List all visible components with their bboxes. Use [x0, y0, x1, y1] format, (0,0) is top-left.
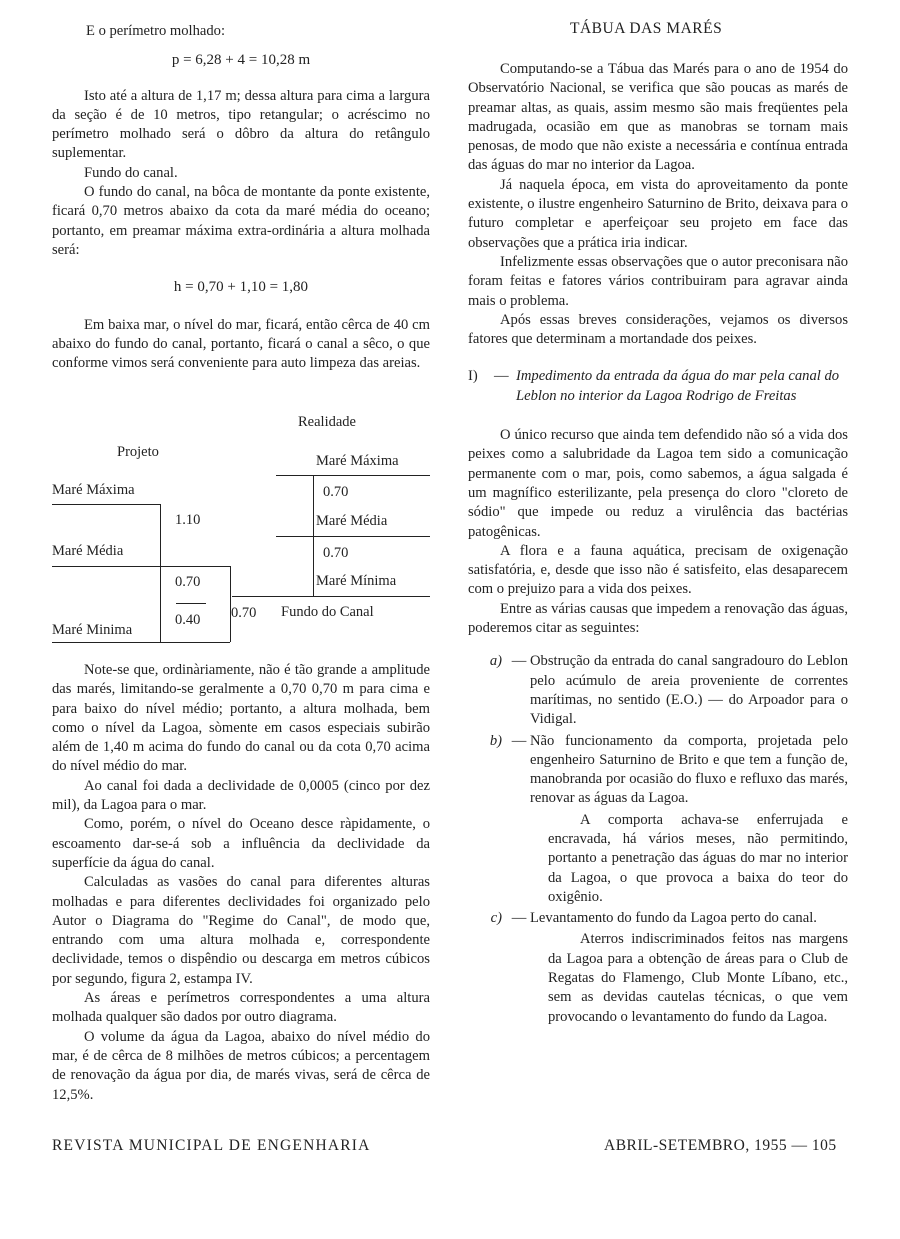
diagram-line: [276, 536, 430, 537]
list-dash: —: [511, 732, 527, 749]
list-dash: —: [511, 653, 527, 670]
list-subparagraph: Aterros indiscriminados feitos nas margens da Lagoa para a obtenção de áreas para o Club de Regatas do Flamengo, Club Monte Líbano, etc., sem as devidas cautelas técnicas, o que vem provocando o levantamento do fundo da Lagoa.: [548, 931, 848, 1025]
paragraph: Calculadas as vasões do canal para diferentes alturas molhadas e para diferentes declividades foi organizado pelo Autor o Diagrama do "Regime do Canal", de modo que, entrando com uma altura molhada e, correspondente declividade, temos o dispêndio ou descarga em metros cúbicos por segundo, figura 2, estampa IV.: [52, 874, 430, 987]
list-text: Obstrução da entrada do canal sangradouro do Leblon pelo acúmulo de areia proveniente de correntes marítimas, no sentido (E.O.) — do Arpoador para o Vidigal.: [530, 653, 848, 728]
diagram-line: [230, 566, 231, 642]
diagram-label-mare-media-right: Maré Média: [316, 513, 388, 529]
diagram-value: 0.70: [323, 545, 349, 561]
diagram-label-projeto: Projeto: [117, 444, 159, 460]
diagram-label-mare-maxima-right: Maré Máxima: [316, 453, 399, 469]
diagram-line: [52, 504, 160, 505]
paragraph: Após essas breves considerações, vejamos os diversos fatores que determinam a mortandade dos peixes.: [468, 311, 848, 348]
diagram-line: [276, 475, 430, 476]
cause-list: [468, 652, 848, 1027]
footer-date-page: ABRIL-SETEMBRO, 1955 — 105: [604, 1137, 837, 1154]
paragraph: A flora e a fauna aquática, precisam de oxigenação satisfatória, e, desde que isso não é satisfeito, elas desaparecem com o prejuizo para a vida dos peixes.: [468, 542, 848, 598]
list-item: [468, 732, 848, 809]
left-column-bottom: [52, 661, 430, 1105]
list-text: Não funcionamento da comporta, projetada pelo engenheiro Saturnino de Brito e que tem a função de, manobranda por ocasião do fluxo e refluxo das marés, renovar as águas da Lagoa.: [530, 732, 848, 807]
diagram-label-mare-maxima-left: Maré Máxima: [52, 482, 135, 498]
diagram-label-mare-minima-left: Maré Minima: [52, 622, 133, 638]
list-item: [468, 909, 848, 928]
right-column: [468, 60, 848, 1027]
left-column-top: [52, 22, 430, 373]
list-marker: c): [490, 910, 502, 927]
paragraph: Entre as várias causas que impedem a renovação das águas, poderemos citar as seguintes:: [468, 600, 848, 637]
diagram-line: [160, 504, 161, 566]
diagram-label-mare-media-left: Maré Média: [52, 543, 124, 559]
list-dash: —: [511, 910, 527, 927]
paragraph: O único recurso que ainda tem defendido não só a vida dos peixes como a salubridade da Lagoa tem sido a comunicação permanente com o mar, pois, como sabemos, a água salgada é um magnífico esterilizante, pela presença do cloro "cloreto de sódio" que impede ou reduz a virulência das bactérias patogênicas.: [468, 427, 848, 540]
diagram-label-mare-minima-right: Maré Mínima: [316, 573, 397, 589]
diagram-line: [176, 603, 206, 604]
list-subparagraph: A comporta achava-se enferrujada e encravada, há vários meses, não permitindo, portanto a penetração das águas do mar no interior da Lagoa, o que provoca a baixa do teor do oxigênio.: [548, 811, 848, 905]
diagram-line: [52, 642, 230, 643]
diagram-value: 0.70: [175, 574, 201, 590]
section-heading: [468, 367, 848, 406]
diagram-line: [160, 566, 161, 642]
paragraph: Computando-se a Tábua das Marés para o ano de 1954 do Observatório Nacional, se verifica que são poucas as marés de preamar altas, as quais, assim mesmo são mais freqüentes pela madrugada, ocasião em que as manobras se tornam mais penosas, de modo que não existe a necessária e contínua entrada das águas do mar no interior da Lagoa.: [468, 61, 848, 174]
equation: p = 6,28 + 4 = 10,28 m: [171, 52, 311, 69]
footer-journal-title: REVISTA MUNICIPAL DE ENGENHARIA: [52, 1137, 371, 1154]
diagram-value: 0.70: [323, 484, 349, 500]
section-title: Impedimento da entrada da água do mar pela canal do Leblon no interior da Lagoa Rodrigo de Freitas: [516, 368, 840, 404]
list-marker: a): [489, 653, 502, 670]
diagram-line: [313, 537, 314, 597]
list-text: Levantamento do fundo da Lagoa perto do canal.: [530, 910, 817, 927]
paragraph: O volume da água da Lagoa, abaixo do nível médio do mar, é de cêrca de 8 milhões de metros cúbicos; a percentagem de renovação da água por dia, de marés vivas, será de cêrca de 12,5%.: [52, 1028, 430, 1103]
paragraph: Em baixa mar, o nível do mar, ficará, então cêrca de 40 cm abaixo do fundo do canal, portanto, ficará o canal a sêco, o que conforme vimos será conveniente para auto limpeza das areias.: [52, 316, 430, 372]
paragraph: Fundo do canal.: [84, 164, 178, 181]
paragraph: Infelizmente essas observações que o autor preconisara não foram feitas e fatores vários contribuiram para agravar ainda mais o problema.: [468, 253, 848, 309]
equation: h = 0,70 + 1,10 = 1,80: [173, 279, 309, 296]
list-item: [468, 652, 848, 729]
diagram-line: [52, 566, 230, 567]
section-header: TÁBUA DAS MARÉS: [570, 20, 723, 37]
paragraph: Como, porém, o nível do Oceano desce ràpidamente, o escoamento dar-se-á sob a influência da declividade da superfície da água do canal.: [52, 816, 430, 871]
paragraph: Isto até a altura de 1,17 m; dessa altura para cima a largura da seção é de 10 metros, tipo retangular; o acréscimo no perímetro molhado será o dôbro da altura do retângulo suplementar.: [52, 87, 430, 162]
section-dash: —: [494, 368, 509, 385]
list-marker: b): [489, 732, 502, 749]
diagram-value: 0.40: [175, 612, 201, 628]
diagram-label-fundo-canal: Fundo do Canal: [281, 604, 374, 620]
paragraph: O fundo do canal, na bôca de montante da ponte existente, ficará 0,70 metros abaixo da cota da maré média do oceano; portanto, em preamar máxima extra-ordinária a altura molhada será:: [52, 184, 430, 258]
paragraph: As áreas e perímetros correspondentes a uma altura molhada qualquer são dados por outro diagrama.: [52, 990, 430, 1026]
diagram-value: 1.10: [175, 512, 201, 528]
paragraph: Ao canal foi dada a declividade de 0,0005 (cinco por dez mil), da Lagoa para o mar.: [52, 777, 430, 814]
diagram-line: [313, 475, 314, 537]
diagram-line: [232, 596, 430, 597]
paragraph: E o perímetro molhado:: [86, 23, 226, 39]
paragraph: Já naquela época, em vista do aproveitamento da ponte existente, o ilustre engenheiro Saturnino de Brito, deixava para o futuro completar e aperfeiçoar seu projeto em face das observações que a prática iria indicar.: [468, 176, 848, 251]
diagram-label-realidade: Realidade: [298, 414, 356, 430]
diagram-value: 0.70: [231, 605, 257, 621]
section-number: I): [468, 368, 478, 385]
paragraph: Note-se que, ordinàriamente, não é tão grande a amplitude das marés, limitando-se geralmente a 0,70 0,70 m para cima e para baixo do nível médio; portanto, a altura molhada, bem como o nível da Lagoa, sòmente em casos especiais subirão além de 1,40 m acima do fundo do canal ou da cota 0,70 acima do nível médio do mar.: [52, 662, 430, 775]
